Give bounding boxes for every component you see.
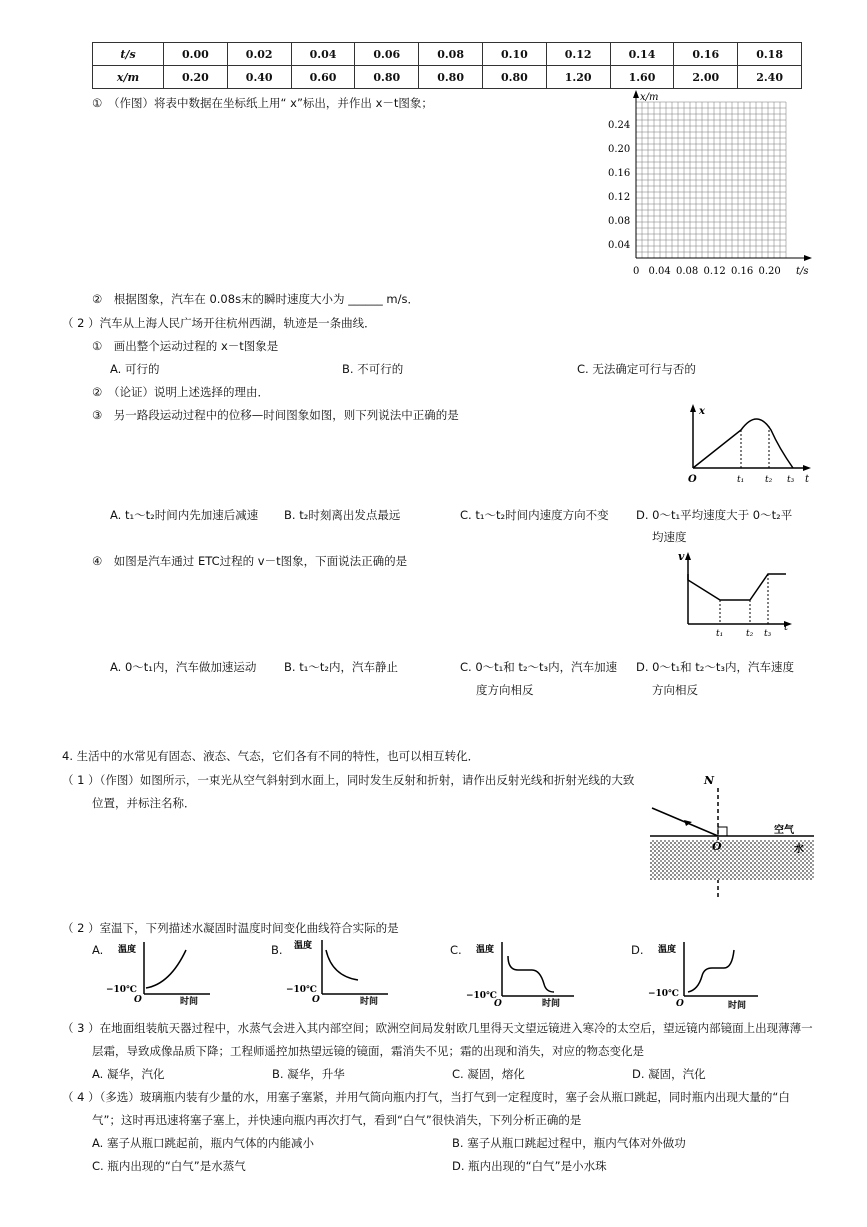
x-tick-label: 0.20 — [758, 266, 781, 277]
q2-sub4-option-b: B. t₁～t₂内，汽车静止 — [284, 660, 398, 674]
curve-c — [462, 938, 578, 1008]
x-tick-label: 0.08 — [676, 266, 699, 277]
q4-p4-option-c: C. 瓶内出现的“白气”是水蒸气 — [92, 1159, 246, 1173]
vt-tick-t2: t₂ — [746, 629, 754, 639]
curve-origin: O — [494, 999, 502, 1008]
q2-sub1-option-a: A. 可行的 — [110, 362, 160, 376]
y-tick-label: 0.08 — [608, 216, 631, 227]
grid-chart — [600, 88, 815, 283]
table-header-t: t/s — [93, 43, 164, 66]
xt-tick-t3: t₃ — [787, 475, 795, 485]
table-cell: 0.20 — [164, 66, 228, 89]
q1-item1: ① （作图）将表中数据在坐标纸上用“ x”标出，并作出 x－t图象； — [92, 96, 433, 110]
arrow-icon — [690, 404, 696, 412]
data-table — [92, 42, 802, 89]
vt-ylabel: v — [678, 550, 685, 563]
table-cell: 0.04 — [291, 43, 355, 66]
q2-sub3-option-d: D. 0～t₁平均速度大于 0～t₂平 — [636, 508, 793, 522]
grid-xlabel: t/s — [796, 266, 809, 277]
p2-option-a: A. — [92, 943, 104, 957]
table-cell: 1.60 — [610, 66, 674, 89]
vt-graph — [676, 548, 796, 640]
table-cell: 0.08 — [419, 43, 483, 66]
curve-origin: O — [676, 999, 684, 1009]
q2-sub3-option-a: A. t₁～t₂时间内先加速后减速 — [110, 508, 259, 522]
table-cell: 0.02 — [227, 43, 291, 66]
p2-option-c: C. — [450, 943, 462, 957]
table-cell: 0.14 — [610, 43, 674, 66]
table-cell: 0.40 — [227, 66, 291, 89]
grid-lines — [636, 102, 786, 258]
q2-sub4-option-c: C. 0～t₁和 t₂～t₃内，汽车加速 — [460, 660, 618, 674]
vt-tick-t3: t₃ — [764, 629, 772, 639]
table-cell: 1.20 — [546, 66, 610, 89]
y-tick-label: 0.24 — [608, 120, 631, 131]
curve-ylabel: 温度 — [118, 945, 137, 955]
q2-sub1-option-b: B. 不可行的 — [342, 362, 404, 376]
curve-xlabel: 时间 — [728, 1001, 747, 1010]
curve-origin: O — [312, 995, 320, 1005]
table-cell: 0.80 — [355, 66, 419, 89]
q4-p3-option-b: B. 凝华，升华 — [272, 1067, 345, 1081]
vt-tick-t: t — [784, 622, 789, 633]
vt-tick-t1: t₁ — [716, 629, 724, 639]
q2-sub4-option-a: A. 0～t₁内，汽车做加速运动 — [110, 660, 257, 674]
curve-mark: −10℃ — [106, 985, 137, 995]
xt-ylabel: x — [699, 406, 705, 417]
table-cell: 0.16 — [674, 43, 738, 66]
q2-sub1-option-c: C. 无法确定可行与否的 — [577, 362, 696, 376]
table-cell: 0.06 — [355, 43, 419, 66]
curve-xlabel: 时间 — [360, 997, 379, 1006]
y-tick-label: 0.16 — [608, 168, 631, 179]
xt-origin: O — [688, 474, 697, 485]
p2-option-d: D. — [631, 943, 644, 957]
curve-d — [646, 938, 764, 1010]
y-tick-label: 0.20 — [608, 144, 631, 155]
x-tick-label: 0.04 — [648, 266, 671, 277]
q2-sub3-option-c: C. t₁～t₂时间内速度方向不变 — [460, 508, 609, 522]
table-cell: 2.00 — [674, 66, 738, 89]
table-row — [93, 43, 802, 66]
vt-curve — [688, 574, 786, 600]
q4-p4-option-a: A. 塞子从瓶口跳起前，瓶内气体的内能减小 — [92, 1136, 314, 1150]
arrow-icon — [803, 465, 811, 471]
curve-ylabel: 温度 — [476, 945, 495, 955]
curve-ylabel: 温度 — [294, 941, 313, 951]
right-angle-mark — [718, 827, 727, 836]
q2-sub4-option-c-cont: 度方向相反 — [476, 683, 534, 697]
q4-p4-line2: 气”；这时再迅速将塞子塞上，并快速向瓶内再次打气，看到“白气”很快消失，下列分析正确的是 — [92, 1113, 582, 1127]
xt-tick-t2: t₂ — [765, 475, 773, 485]
q4-p4-option-b: B. 塞子从瓶口跳起过程中，瓶内气体对外做功 — [452, 1136, 686, 1150]
table-cell: 0.00 — [164, 43, 228, 66]
q2-sub2: ② （论证）说明上述选择的理由． — [92, 385, 270, 399]
q4-p2: （ 2 ）室温下，下列描述水凝固时温度时间变化曲线符合实际的是 — [62, 921, 399, 935]
curve-b — [282, 936, 392, 1006]
curve-origin: O — [134, 995, 142, 1005]
q2-sub4-option-d: D. 0～t₁和 t₂～t₃内，汽车速度 — [636, 660, 794, 674]
q4-p4-option-d: D. 瓶内出现的“白气”是小水珠 — [452, 1159, 607, 1173]
arrow-icon — [685, 552, 691, 560]
curve-ylabel: 温度 — [658, 945, 677, 955]
table-cell: 0.18 — [738, 43, 802, 66]
q4-p3-option-d: D. 凝固，汽化 — [632, 1067, 706, 1081]
q4-p3-line1: （ 3 ）在地面组装航天器过程中，水蒸气会进入其内部空间；欧洲空间局发射欧几里得天文望远镜进入寒冷的太空后，望远镜内部镜面上出现薄薄一 — [62, 1021, 813, 1035]
grid-ylabel: x/m — [640, 92, 659, 103]
water-hatch — [650, 840, 814, 880]
table-cell: 0.80 — [482, 66, 546, 89]
curve-mark: −10℃ — [466, 991, 497, 1001]
q2-sub4: ④ 如图是汽车通过 ETC过程的 v－t图象，下面说法正确的是 — [92, 554, 408, 568]
x-tick-label: 0.12 — [703, 266, 726, 277]
q4-p3-option-a: A. 凝华，汽化 — [92, 1067, 165, 1081]
xt-tick-t: t — [805, 474, 810, 485]
q4-p3-option-c: C. 凝固，熔化 — [452, 1067, 525, 1081]
q2-sub3-option-d-cont: 均速度 — [652, 530, 687, 544]
curve-mark: −10℃ — [286, 985, 317, 995]
table-cell: 0.60 — [291, 66, 355, 89]
curve-a — [104, 938, 214, 1006]
light-figure — [646, 770, 816, 902]
q2-sub3-option-b: B. t₂时刻离出发点最远 — [284, 508, 401, 522]
x-tick-label: 0 — [633, 266, 640, 277]
q1-item2: ② 根据图象，汽车在 0.08s末的瞬时速度大小为 ______ m/s． — [92, 292, 419, 306]
q2-sub4-option-d-cont: 方向相反 — [652, 683, 698, 697]
y-tick-label: 0.04 — [608, 240, 631, 251]
q4-stem: 4. 生活中的水常见有固态、液态、气态，它们各有不同的特性，也可以相互转化． — [62, 749, 480, 763]
q4-p3-line2: 层霜，导致成像品质下降；工程师遥控加热望远镜的镜面，霜消失不见；霜的出现和消失，对应的物态变化是 — [92, 1044, 644, 1058]
y-tick-label: 0.12 — [608, 192, 631, 203]
table-cell: 0.80 — [419, 66, 483, 89]
origin-label: O — [712, 840, 722, 853]
q4-p1-line1: （ 1 ）（作图）如图所示，一束光从空气斜射到水面上，同时发生反射和折射，请作出反射光线和折射光线的大致 — [62, 773, 635, 787]
y-axis-arrow-icon — [633, 90, 639, 98]
p2-option-b: B. — [271, 943, 283, 957]
curve-xlabel: 时间 — [180, 997, 199, 1006]
xt-curve — [693, 419, 793, 468]
x-axis-arrow-icon — [804, 255, 812, 261]
normal-label: N — [704, 774, 715, 787]
xt-graph — [683, 402, 813, 488]
curve-mark: −10℃ — [648, 989, 679, 999]
curve-xlabel: 时间 — [542, 999, 561, 1008]
table-cell: 2.40 — [738, 66, 802, 89]
q4-p4-line1: （ 4 ）（多选）玻璃瓶内装有少量的水，用塞子塞紧，并用气筒向瓶内打气，当打气到一定程度时，塞子会从瓶口跳起，同时瓶内出现大量的“白 — [62, 1090, 790, 1104]
q2-stem: （ 2 ）汽车从上海人民广场开往杭州西湖，轨迹是一条曲线． — [62, 316, 376, 330]
air-label: 空气 — [774, 825, 794, 836]
q4-p1-line2: 位置，并标注名称． — [92, 796, 196, 810]
xt-tick-t1: t₁ — [737, 475, 745, 485]
x-tick-label: 0.16 — [731, 266, 754, 277]
q2-sub3: ③ 另一路段运动过程中的位移—时间图象如图，则下列说法中正确的是 — [92, 408, 459, 422]
q2-sub1: ① 画出整个运动过程的 x－t图象是 — [92, 339, 279, 353]
table-row — [93, 66, 802, 89]
table-header-x: x/m — [93, 66, 164, 89]
table-cell: 0.12 — [546, 43, 610, 66]
water-label: 水 — [794, 844, 804, 855]
table-cell: 0.10 — [482, 43, 546, 66]
